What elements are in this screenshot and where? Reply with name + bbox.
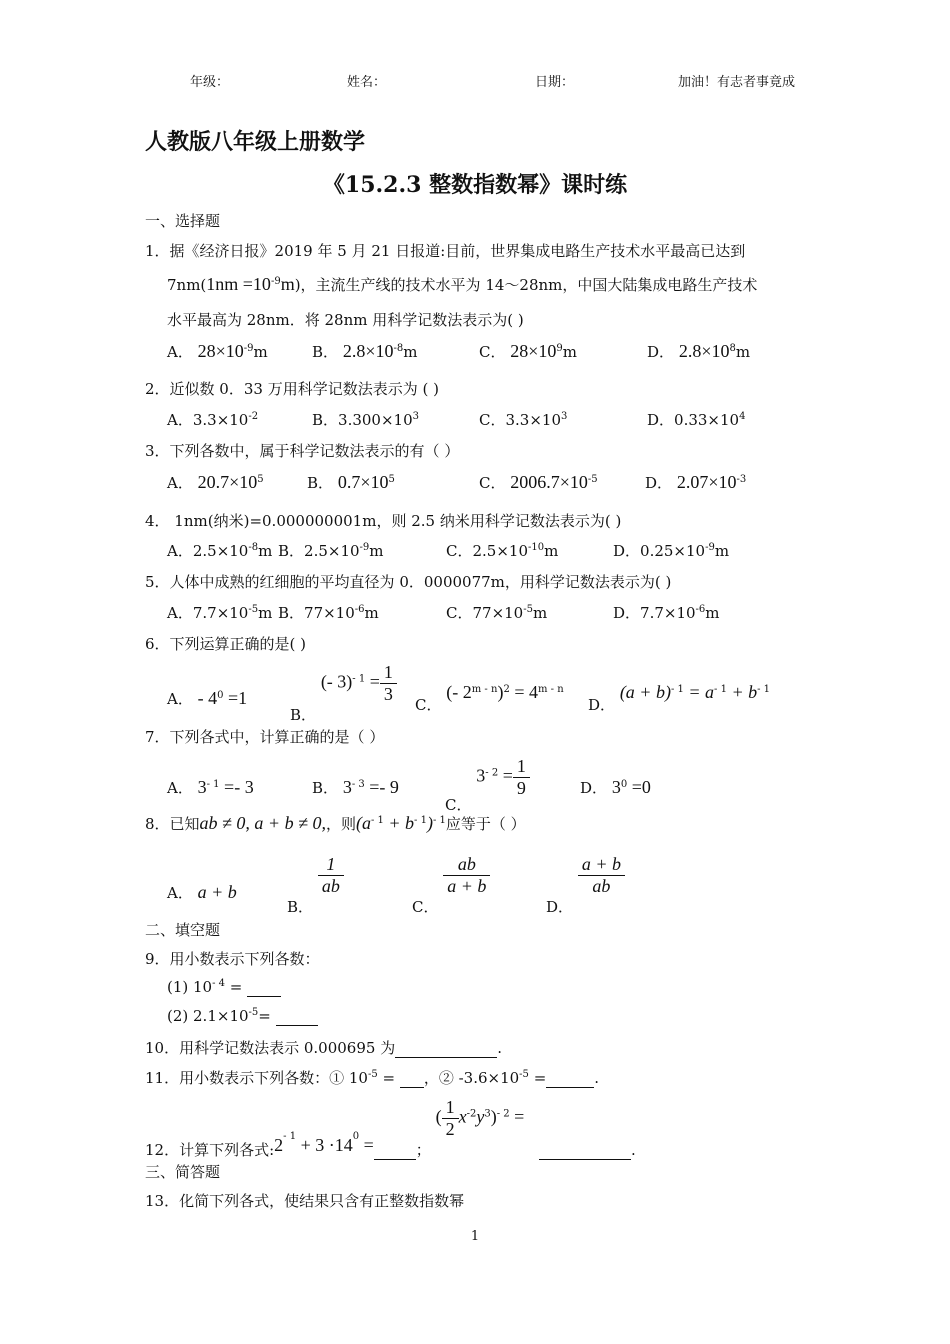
q12-text: 12．计算下列各式$:2^{- 1} + 3 \cdot 14^0$ = ； ( $\frac{1}{2}$ $x^{-2}y^3)^{- 2}$ = . [145,1097,636,1159]
q13-text: 13．化简下列各式，使结果只含有正整数指数幂 [145,1192,465,1210]
q1-option-b[interactable]: B． $2.8\times 10^{-8}m$ [312,341,418,361]
q7-option-a[interactable]: A． $3^{- 1} =- 3$ [167,777,254,797]
q12-blank2[interactable] [539,1141,631,1160]
q2-option-c[interactable]: C．$3.3\times 10^3$ [479,411,568,429]
q5-option-b[interactable]: B．$77\times 10^{-6}m$ [278,604,379,622]
q3-option-b[interactable]: B． $0.7\times 10^5$ [307,472,395,492]
q1-line2: $7nm(1nm =10^{-9}m)$，主流生产线的技术水平为 14～28nm，中国大陆集成电路生产技术 [167,274,758,294]
q8-option-d[interactable]: D． $\frac{a + b}{ab}$ [546,854,625,897]
q6-option-b[interactable]: B． (- 3)$^{- 1}$ = $\frac{1}{3}$ [290,662,397,705]
page-subtitle: 《15.2.3 整数指数幂》课时练 [322,172,628,198]
q11-text: 11．用小数表示下列各数：① $10^{-5}$ = ，② $-3.6\times 10^{-5}$ = . [145,1069,600,1087]
q8-text: 8．已知ab ≠ 0, a + b ≠ 0,，则$(a^{- 1} + b^{- 1})^{- 1}$应等于（ ） [145,813,526,833]
q1-line3: 水平最高为 28nm．将 28nm 用科学记数法表示为( ) [167,311,524,329]
q9-text: 9．用小数表示下列各数： [145,950,320,968]
q5-option-d[interactable]: D．$7.7\times 10^{-6}m$ [613,604,720,622]
q6-text: 6．下列运算正确的是( ) [145,635,307,653]
q9-blank1[interactable] [247,978,281,997]
q10-blank[interactable] [395,1039,497,1058]
q1-option-c[interactable]: C． $28\times 10^9m$ [479,341,578,361]
q3-option-c[interactable]: C． $2006.7\times 10^{-5}$ [479,472,598,492]
q5-text: 5．人体中成熟的红细胞的平均直径为 0．0000077m，用科学记数法表示为( ) [145,573,672,591]
q11-blank1[interactable] [400,1069,424,1088]
q3-option-a[interactable]: A． $20.7\times 10^5$ [167,472,264,492]
page-title: 人教版八年级上册数学 [145,129,366,155]
q1-option-d[interactable]: D． $2.8\times 10^8m$ [647,341,751,361]
q9-part1: (1) $10^{- 4}$ = [167,978,281,997]
grade-label: 年级： [190,75,230,90]
q8-option-b[interactable]: B． $\frac{1}{ab}$ [287,854,344,897]
q2-text: 2．近似数 0．33 万用科学记数法表示为 ( ) [145,380,439,398]
q5-option-a[interactable]: A．$7.7\times 10^{-5}m$ [167,604,273,622]
q8-option-c[interactable]: C． $\frac{ab}{a + b}$ [412,854,490,897]
q4-option-d[interactable]: D．$0.25\times 10^{-9}m$ [613,542,730,560]
q6-option-d[interactable]: D． $(a + b)^{- 1} = a^{- 1} + b^{- 1}$ [588,682,771,714]
q6-option-a[interactable]: A． - $4^0 =1$ [167,688,248,708]
q2-option-d[interactable]: D．$0.33\times 10^4$ [647,411,746,429]
q10-text: 10．用科学记数法表示 0.000695 为 . [145,1039,502,1057]
q9-part2: (2) $2.1\times 10^{-5}=$ [167,1007,318,1026]
q7-option-d[interactable]: D． $3^0 =0$ [580,777,651,797]
q4-text: 4． 1nm(纳米)=0.000000001m，则 2.5 纳米用科学记数法表示为( ) [145,512,622,530]
q3-option-d[interactable]: D． $2.07\times 10^{-3}$ [645,472,747,492]
q1-line1: 1．据《经济日报》2019 年 5 月 21 日报道:目前，世界集成电路生产技术水平最高已达到 [145,242,746,260]
q8-option-a[interactable]: A． a + b [167,882,237,902]
name-label: 姓名： [347,75,387,90]
q1-option-a[interactable]: A． $28\times 10^{-9}m$ [167,341,268,361]
q3-text: 3．下列各数中，属于科学记数法表示的有（ ） [145,442,460,460]
section-fill: 二、填空题 [145,921,221,939]
q7-text: 7．下列各式中，计算正确的是（ ） [145,728,385,746]
q9-blank2[interactable] [276,1007,318,1026]
q6-option-c[interactable]: C． (- $2^{m - n})^2 = 4^{m - n}$ [415,682,564,714]
q4-option-a[interactable]: A．$2.5\times 10^{-8}m$ [167,542,273,560]
section-short-answer: 三、简答题 [145,1163,221,1181]
q4-option-c[interactable]: C．$2.5\times 10^{-10}m$ [446,542,559,560]
date-label: 日期： [535,75,575,90]
page-number: 1 [470,1229,480,1244]
q12-blank1[interactable] [374,1141,416,1160]
section-choice: 一、选择题 [145,212,221,230]
motto: 加油！有志者事竟成 [678,75,796,90]
q2-option-b[interactable]: B．$3.300\times 10^3$ [312,411,420,429]
q11-blank2[interactable] [546,1069,594,1088]
q2-option-a[interactable]: A．$3.3\times 10^{-2}$ [167,411,259,429]
q7-option-c[interactable]: C． $3^{- 2}$ = $\frac{1}{9}$ [445,756,530,799]
q4-option-b[interactable]: B．$2.5\times 10^{-9}m$ [278,542,384,560]
q5-option-c[interactable]: C．$77\times 10^{-5}m$ [446,604,548,622]
q7-option-b[interactable]: B． $3^{- 3} =- 9$ [312,777,399,797]
